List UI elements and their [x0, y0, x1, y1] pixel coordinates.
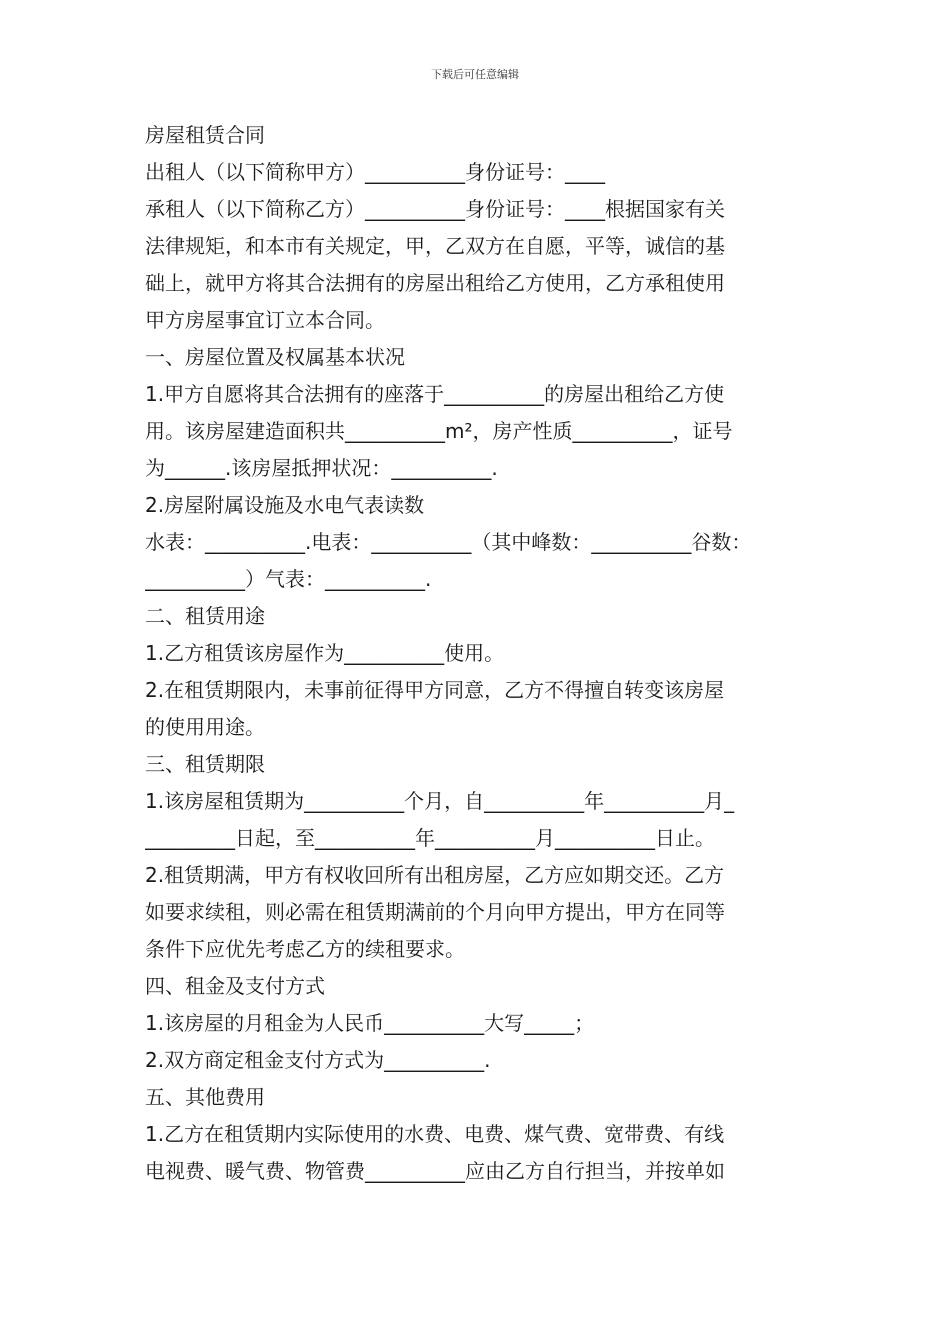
- text-line: 法律规矩，和本市有关规定，甲，乙双方在自愿，平等，诚信的基: [145, 234, 725, 258]
- document-title: 房屋租赁合同: [145, 123, 265, 147]
- text-line: 为______.该房屋抵押状况：__________.: [145, 456, 498, 480]
- text-line: __________）气表：__________.: [145, 567, 432, 591]
- text-line: 条件下应优先考虑乙方的续租要求。: [145, 937, 465, 961]
- text-line: 用。该房屋建造面积共__________m²，房产性质__________，证号: [145, 419, 733, 443]
- document-body: [145, 117, 815, 1190]
- text-line: 出租人（以下简称甲方）__________身份证号：____: [145, 160, 605, 184]
- text-line: 承租人（以下简称乙方）__________身份证号：____根据国家有关: [145, 197, 725, 221]
- text-line: 电视费、暖气费、物管费__________应由乙方自行担当，并按单如: [145, 1159, 725, 1183]
- text-line: 1.乙方租赁该房屋作为__________使用。: [145, 641, 505, 665]
- text-line: 1.甲方自愿将其合法拥有的座落于__________的房屋出租给乙方使: [145, 382, 725, 406]
- section-heading: 二、租赁用途: [145, 604, 265, 628]
- text-line: 2.房屋附属设施及水电气表读数: [145, 493, 425, 517]
- section-heading: 四、租金及支付方式: [145, 974, 325, 998]
- text-line: 1.该房屋租赁期为__________个月，自__________年__________月_: [145, 789, 735, 813]
- text-line: 2.双方商定租金支付方式为__________.: [145, 1048, 491, 1072]
- page-header: 下载后可任意编辑: [431, 68, 519, 81]
- text-line: 1.该房屋的月租金为人民币__________大写_____；: [145, 1011, 595, 1035]
- text-line: _________日起，至__________年__________月__________日止。: [145, 826, 715, 850]
- section-heading: 三、租赁期限: [145, 752, 265, 776]
- text-line: 2.租赁期满，甲方有权收回所有出租房屋，乙方应如期交还。乙方: [145, 863, 725, 887]
- text-line: 的使用用途。: [145, 715, 265, 739]
- text-line: 甲方房屋事宜订立本合同。: [145, 308, 385, 332]
- text-line: 如要求续租，则必需在租赁期满前的个月向甲方提出，甲方在同等: [145, 900, 725, 924]
- section-heading: 一、房屋位置及权属基本状况: [145, 345, 405, 369]
- section-heading: 五、其他费用: [145, 1085, 265, 1109]
- text-line: 1.乙方在租赁期内实际使用的水费、电费、煤气费、宽带费、有线: [145, 1122, 725, 1146]
- text-line: 础上，就甲方将其合法拥有的房屋出租给乙方使用，乙方承租使用: [145, 271, 725, 295]
- text-line: 2.在租赁期限内，未事前征得甲方同意，乙方不得擅自转变该房屋: [145, 678, 725, 702]
- text-line: 水表：__________.电表：__________（其中峰数：__________谷数：: [145, 530, 752, 554]
